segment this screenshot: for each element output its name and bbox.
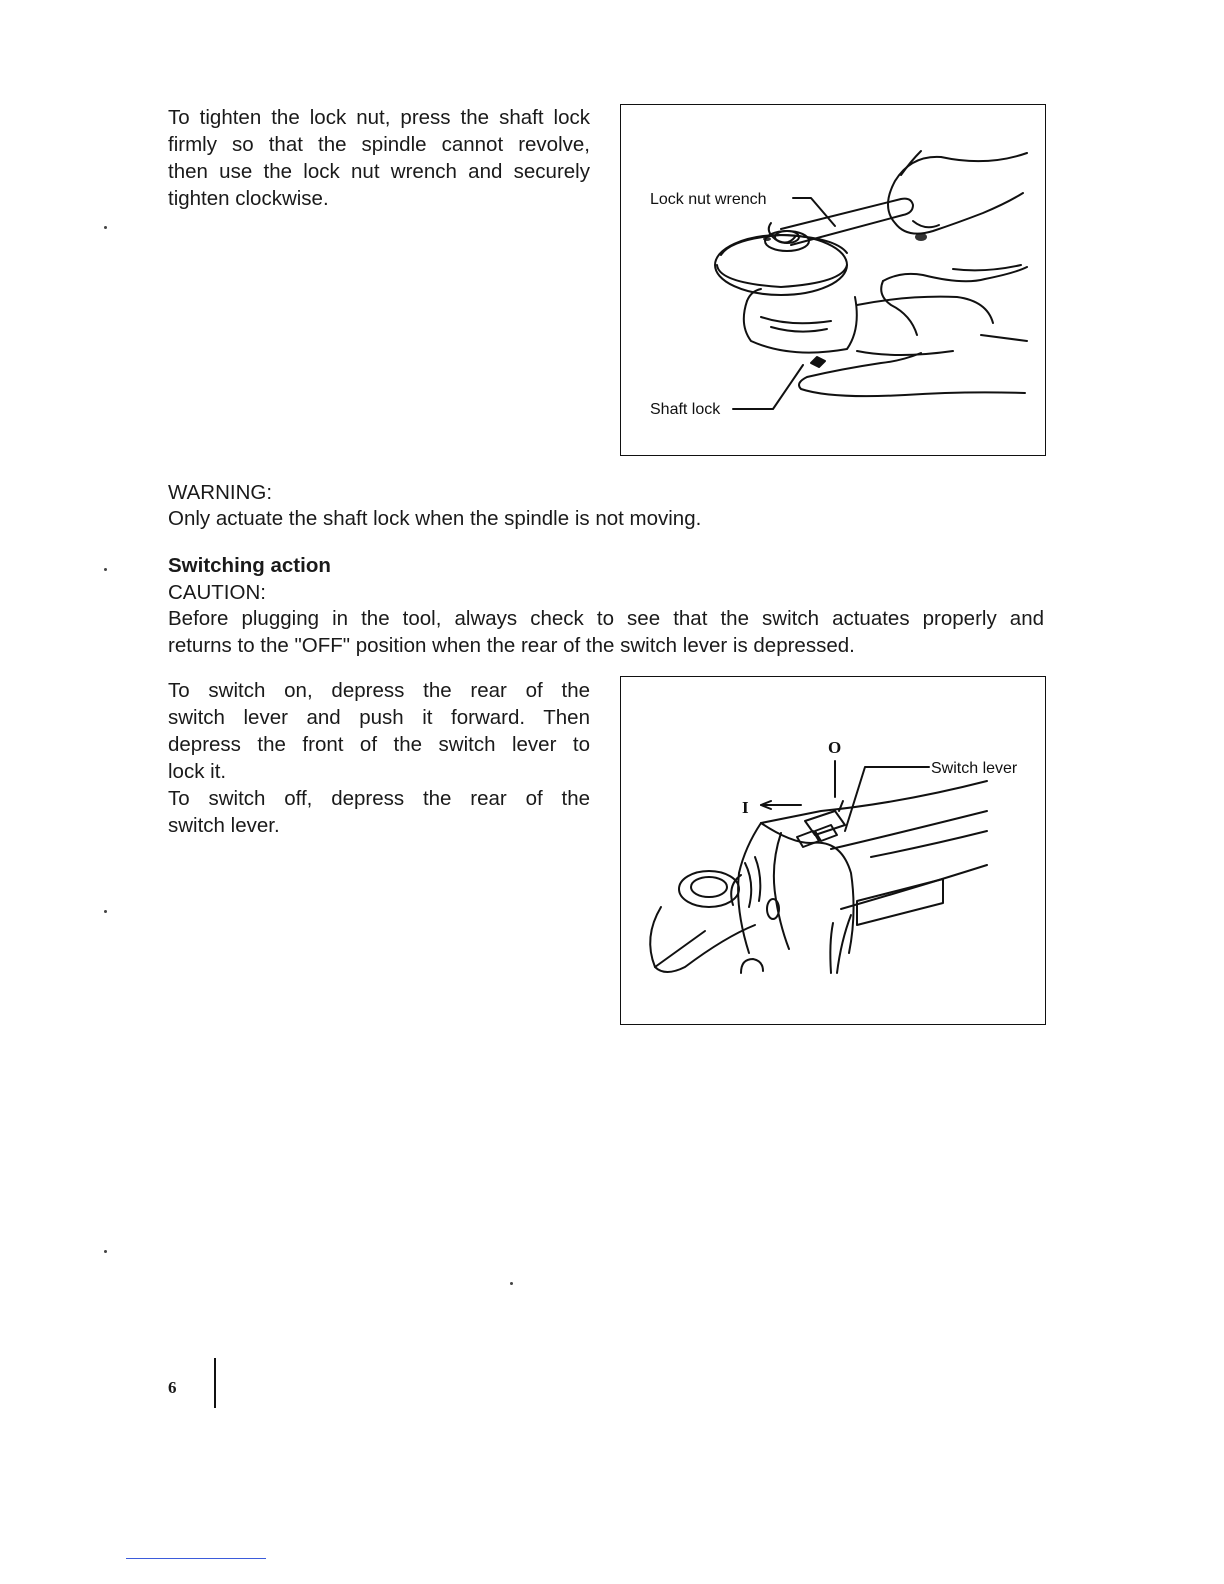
- paragraph-line: To switch on, depress the rear of the: [168, 679, 590, 702]
- switch-instructions: [168, 677, 590, 839]
- paragraph-line: depress the front of the switch lever to: [168, 733, 590, 756]
- paragraph-line: switch lever.: [168, 814, 280, 837]
- caution-text-line: Before plugging in the tool, always check to see that the switch actuates properly and: [168, 607, 1044, 630]
- paragraph-line: firmly so that the spindle cannot revolve,: [168, 133, 590, 156]
- paragraph-line: tighten clockwise.: [168, 187, 329, 210]
- off-symbol: O: [828, 738, 842, 757]
- shaft-lock-label: Shaft lock: [650, 401, 721, 418]
- paragraph-line: To tighten the lock nut, press the shaft lock: [168, 106, 590, 129]
- caution-label: CAUTION:: [168, 581, 266, 604]
- lock-nut-paragraph: [168, 104, 590, 212]
- paragraph-line: To switch off, depress the rear of the: [168, 787, 590, 810]
- scan-speck: [104, 226, 107, 229]
- caution-text-line: returns to the "OFF" position when the rear of the switch lever is depressed.: [168, 634, 855, 657]
- warning-text: Only actuate the shaft lock when the spindle is not moving.: [168, 507, 702, 530]
- grinder-lock-nut-wrench-illustration: [621, 105, 1044, 454]
- warning-label: WARNING:: [168, 481, 273, 504]
- page-number-divider: [214, 1358, 216, 1408]
- paragraph-line: switch lever and push it forward. Then: [168, 706, 590, 729]
- scan-speck: [104, 568, 107, 571]
- paragraph-line: then use the lock nut wrench and securely: [168, 160, 590, 183]
- page-number: 6: [168, 1378, 177, 1397]
- scan-speck: [510, 1282, 513, 1285]
- scan-speck: [104, 1250, 107, 1253]
- grinder-switch-lever-illustration: [621, 677, 1044, 1023]
- section-heading: Switching action: [168, 554, 331, 577]
- lock-nut-wrench-label: Lock nut wrench: [650, 191, 767, 208]
- switch-lever-label: Switch lever: [931, 760, 1018, 777]
- on-symbol: I: [742, 798, 749, 817]
- switch-lever-figure: [620, 676, 1046, 1025]
- lock-nut-figure: [620, 104, 1046, 456]
- scan-speck: [104, 910, 107, 913]
- paragraph-line: lock it.: [168, 760, 227, 783]
- scan-underline: [126, 1558, 266, 1559]
